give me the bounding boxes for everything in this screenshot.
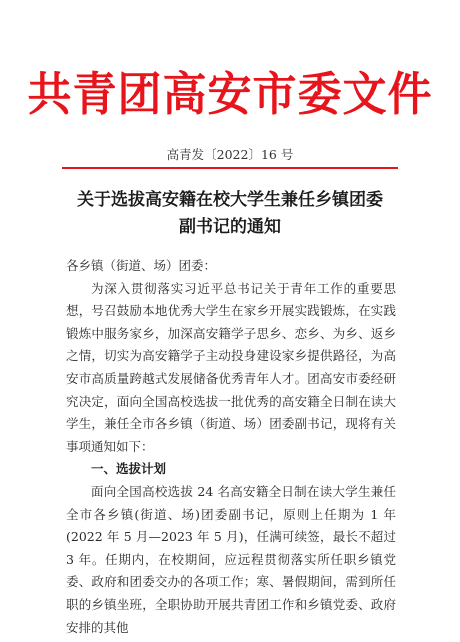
title-line-2: 副书记的通知 (179, 217, 281, 237)
body-paragraph-2: 面向全国高校选拔 24 名高安籍全日制在读大学生兼任全市各乡镇(街道、场)团委副书记，原则上任期为 1 年(2022 年 5 月—2023 年 5 月)，任满可续签，最长不超过 3 年。任期内，在校期间，应远程贯彻落实所任职乡镇党委、政府和团委交办的各项工作；寒、暑假期间，需到所任职的乡镇坐班，全职协助开展共青团工作和乡镇党委、政府安排的其他 (66, 483, 396, 635)
document-number: 高青发〔2022〕16 号 (166, 147, 294, 162)
section-heading-1: 一、选拔计划 (91, 461, 167, 477)
document-body (66, 255, 396, 639)
salutation: 各乡镇（街道、场）团委： (66, 258, 217, 273)
title-line-1: 关于选拔高安籍在校大学生兼任乡镇团委 (77, 190, 383, 210)
document-title (60, 187, 400, 241)
body-paragraph-1: 为深入贯彻落实习近平总书记关于青年工作的重要思想，号召鼓励本地优秀大学生在家乡开展实践锻炼，在实践锻炼中服务家乡，加深高安籍学子思乡、恋乡、为乡、返乡之情，切实为高安籍学子主动投身建设家乡提供路径，为高安市高质量跨越式发展储备优秀青年人才。团高安市委经研究决定，面向全国高校选拔一批优秀的高安籍全日制在读大学生，兼任全市各乡镇（街道、场）团委副书记，现将有关事项通知如下： (66, 280, 396, 454)
red-divider-line (62, 167, 398, 169)
document-masthead: 共青团高安市委文件 (27, 67, 433, 122)
